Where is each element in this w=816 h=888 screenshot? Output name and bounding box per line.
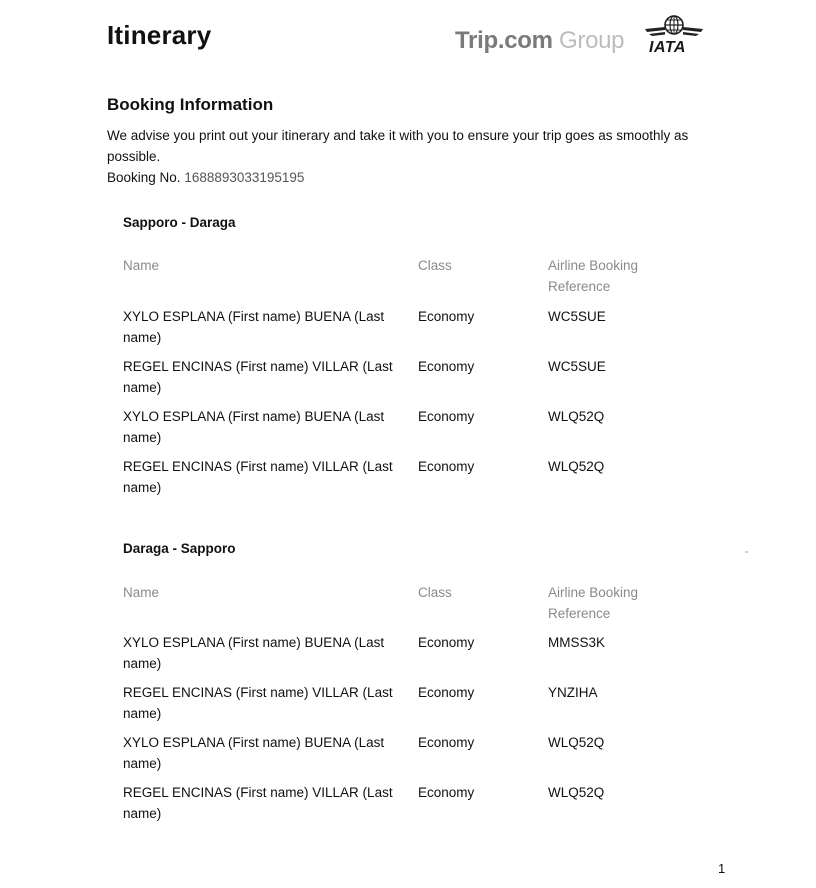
route-title: Daraga - Sapporo [123, 541, 236, 556]
booking-number-value: 1688893033195195 [184, 170, 305, 185]
booking-info-heading: Booking Information [107, 95, 274, 114]
passenger-row [123, 456, 683, 498]
passenger-table-header [123, 582, 683, 626]
page-title: Itinerary [107, 20, 212, 50]
passenger-class: Economy [418, 459, 475, 474]
column-header-class: Class [418, 585, 452, 600]
passenger-name: XYLO ESPLANA (First name) BUENA (Last name) [123, 735, 385, 771]
scan-speck [745, 551, 748, 553]
passenger-booking-ref: WLQ52Q [548, 785, 605, 800]
column-header-booking-ref: Airline Booking Reference [548, 258, 639, 294]
column-header-class: Class [418, 258, 452, 273]
passenger-table-header [123, 255, 683, 299]
passenger-booking-ref: WLQ52Q [548, 409, 605, 424]
column-header-booking-ref: Airline Booking Reference [548, 585, 639, 621]
passenger-row [123, 406, 683, 448]
tripcom-logo-com: com [504, 27, 553, 54]
tripcom-logo-dot: . [497, 27, 505, 54]
page-number: 1 [718, 861, 726, 876]
passenger-row [123, 732, 683, 774]
passenger-row [123, 632, 683, 674]
iata-logo-text: IATA [649, 39, 686, 56]
route-section-outbound [123, 212, 683, 502]
route-title: Sapporo - Daraga [123, 215, 236, 230]
passenger-class: Economy [418, 309, 475, 324]
passenger-name: XYLO ESPLANA (First name) BUENA (Last name) [123, 635, 385, 671]
passenger-name: REGEL ENCINAS (First name) VILLAR (Last name) [123, 459, 393, 495]
column-header-name: Name [123, 258, 160, 273]
passenger-name: REGEL ENCINAS (First name) VILLAR (Last name) [123, 359, 393, 395]
passenger-name: XYLO ESPLANA (First name) BUENA (Last name) [123, 309, 385, 345]
booking-number [107, 167, 304, 188]
passenger-booking-ref: YNZIHA [548, 685, 598, 700]
passenger-name: REGEL ENCINAS (First name) VILLAR (Last name) [123, 785, 393, 821]
route-section-return [123, 538, 683, 828]
passenger-name: XYLO ESPLANA (First name) BUENA (Last name) [123, 409, 385, 445]
booking-number-label: Booking No. [107, 170, 181, 185]
passenger-class: Economy [418, 735, 475, 750]
passenger-row [123, 356, 683, 398]
passenger-booking-ref: WLQ52Q [548, 735, 605, 750]
passenger-booking-ref: WLQ52Q [548, 459, 605, 474]
iata-logo [643, 15, 705, 57]
passenger-booking-ref: MMSS3K [548, 635, 606, 650]
passenger-class: Economy [418, 359, 475, 374]
passenger-class: Economy [418, 635, 475, 650]
tripcom-logo-trip: Trip [455, 27, 498, 54]
passenger-booking-ref: WC5SUE [548, 309, 606, 324]
tripcom-logo-group: Group [559, 27, 625, 54]
passenger-class: Economy [418, 785, 475, 800]
passenger-class: Economy [418, 685, 475, 700]
passenger-name: REGEL ENCINAS (First name) VILLAR (Last name) [123, 685, 393, 721]
booking-advice-text: We advise you print out your itinerary and take it with you to ensure your trip goes as smoothly as possible. [107, 128, 689, 164]
passenger-booking-ref: WC5SUE [548, 359, 606, 374]
passenger-class: Economy [418, 409, 475, 424]
tripcom-group-logo [455, 27, 624, 55]
passenger-row [123, 782, 683, 824]
passenger-row [123, 682, 683, 724]
column-header-name: Name [123, 585, 160, 600]
passenger-row [123, 306, 683, 348]
